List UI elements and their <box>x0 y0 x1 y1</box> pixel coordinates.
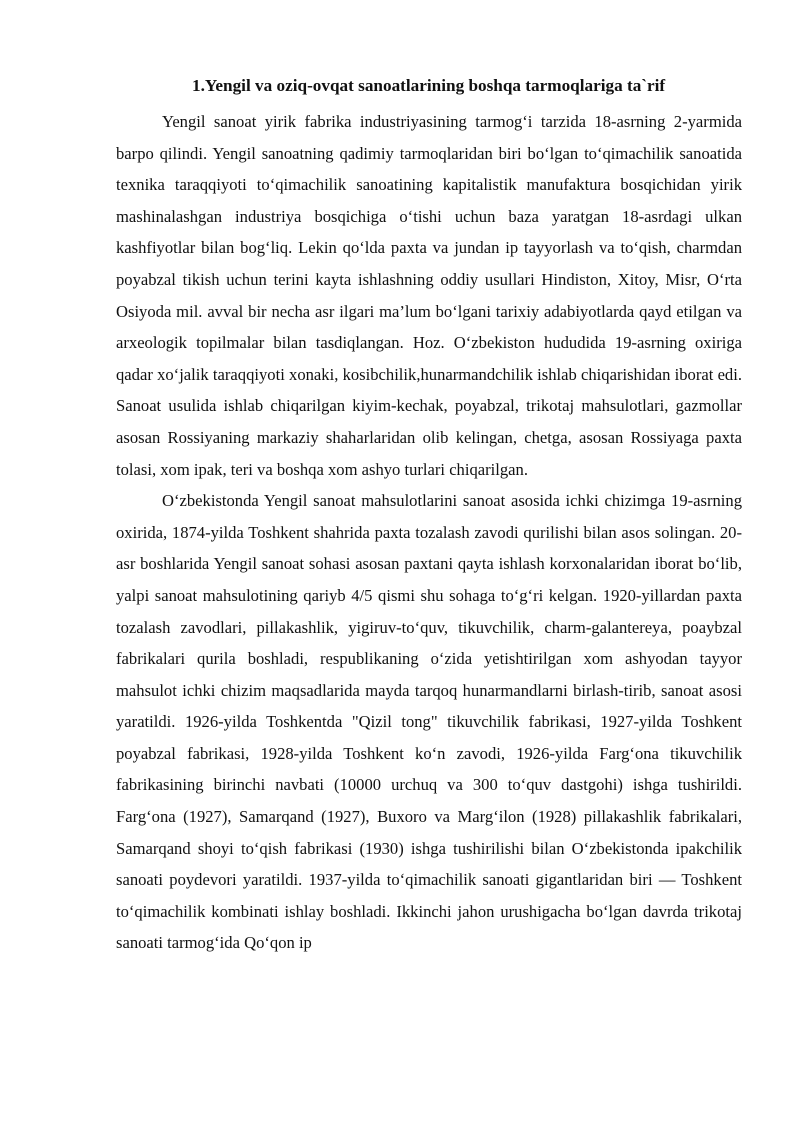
paragraph-light-industry-history: Yengil sanoat yirik fabrika industriyasining tarmog‘i tarzida 18-asrning 2-yarmida barpo qilindi. Yengil sanoatning qadimiy tarmoqlaridan biri bo‘lgan to‘qimachilik sanoatida texnika taraqqiyoti to‘qimachilik sanoatining kapitalistik manufaktura bosqichidan yirik mashinalashgan industriya bosqichiga o‘tishi uchun baza yaratgan 18-asrdagi ulkan kashfiyotlar bilan bog‘liq. Lekin qo‘lda paxta va jundan ip tayyorlash va to‘qish, charmdan poyabzal tikish uchun terini kayta ishlashning oddiy usullari Hindiston, Xitoy, Misr, O‘rta Osiyoda mil. avval bir necha asr ilgari ma’lum bo‘lgani tarixiy adabiyotlarda qayd etilgan va arxeologik topilmalar bilan tasdiqlangan. Hoz. O‘zbekiston hududida 19-asrning oxiriga qadar xo‘jalik taraqqiyoti xonaki, kosibchilik,hunarmandchilik ishlab chiqarishidan iborat edi. Sanoat usulida ishlab chiqarilgan kiyim-kechak, poyabzal, trikotaj mahsulotlari, gazmollar asosan Rossiyaning markaziy shaharlaridan olib kelingan, chetga, asosan Rossiyaga paxta tolasi, xom ipak, teri va boshqa xom ashyo turlari chiqarilgan. <box>116 112 742 479</box>
document-page <box>116 74 742 959</box>
document-title: 1.Yengil va oziq-ovqat sanoatlarining boshqa tarmoqlariga ta`rif <box>192 76 666 95</box>
paragraph-uzbekistan-industry: O‘zbekistonda Yengil sanoat mahsulotlarini sanoat asosida ichki chizimga 19-asrning oxirida, 1874-yilda Toshkent shahrida paxta tozalash zavodi qurilishi bilan asos solingan. 20-asr boshlarida Yengil sanoat sohasi asosan paxtani qayta ishlash korxonalaridan iborat bo‘lib, yalpi sanoat mahsulotining qariyb 4/5 qismi shu sohaga to‘g‘ri kelgan. 1920-yillardan paxta tozalash zavodlari, pillakashlik, yigiruv-to‘quv, tikuvchilik, charm-galantereya, poaybzal fabrikalari qurila boshladi, respublikaning o‘zida yetishtirilgan xom ashyodan tayyor mahsulot ichki chizim maqsadlarida mayda tarqoq hunarmandlarni birlash-tirib, sanoat asosi yaratildi. 1926-yilda Toshkentda "Qizil tong" tikuvchilik fabrikasi, 1927-yilda Toshkent poyabzal fabrikasi, 1928-yilda Toshkent ko‘n zavodi, 1926-yilda Farg‘ona tikuvchilik fabrikasining birinchi navbati (10000 urchuq va 300 to‘quv dastgohi) ishga tushirildi. Farg‘ona (1927), Samarqand (1927), Buxoro va Marg‘ilon (1928) pillakashlik fabrikalari, Samarqand shoyi to‘qish fabrikasi (1930) ishga tushirilishi bilan O‘zbekistonda ipakchilik sanoati poydevori yaratildi. 1937-yilda to‘qimachilik sanoati gigantlaridan biri — Toshkent to‘qimachilik kombinati ishlay boshladi. Ikkinchi jahon urushigacha bo‘lgan davrda trikotaj sanoati tarmog‘ida Qo‘qon ip <box>116 491 742 953</box>
